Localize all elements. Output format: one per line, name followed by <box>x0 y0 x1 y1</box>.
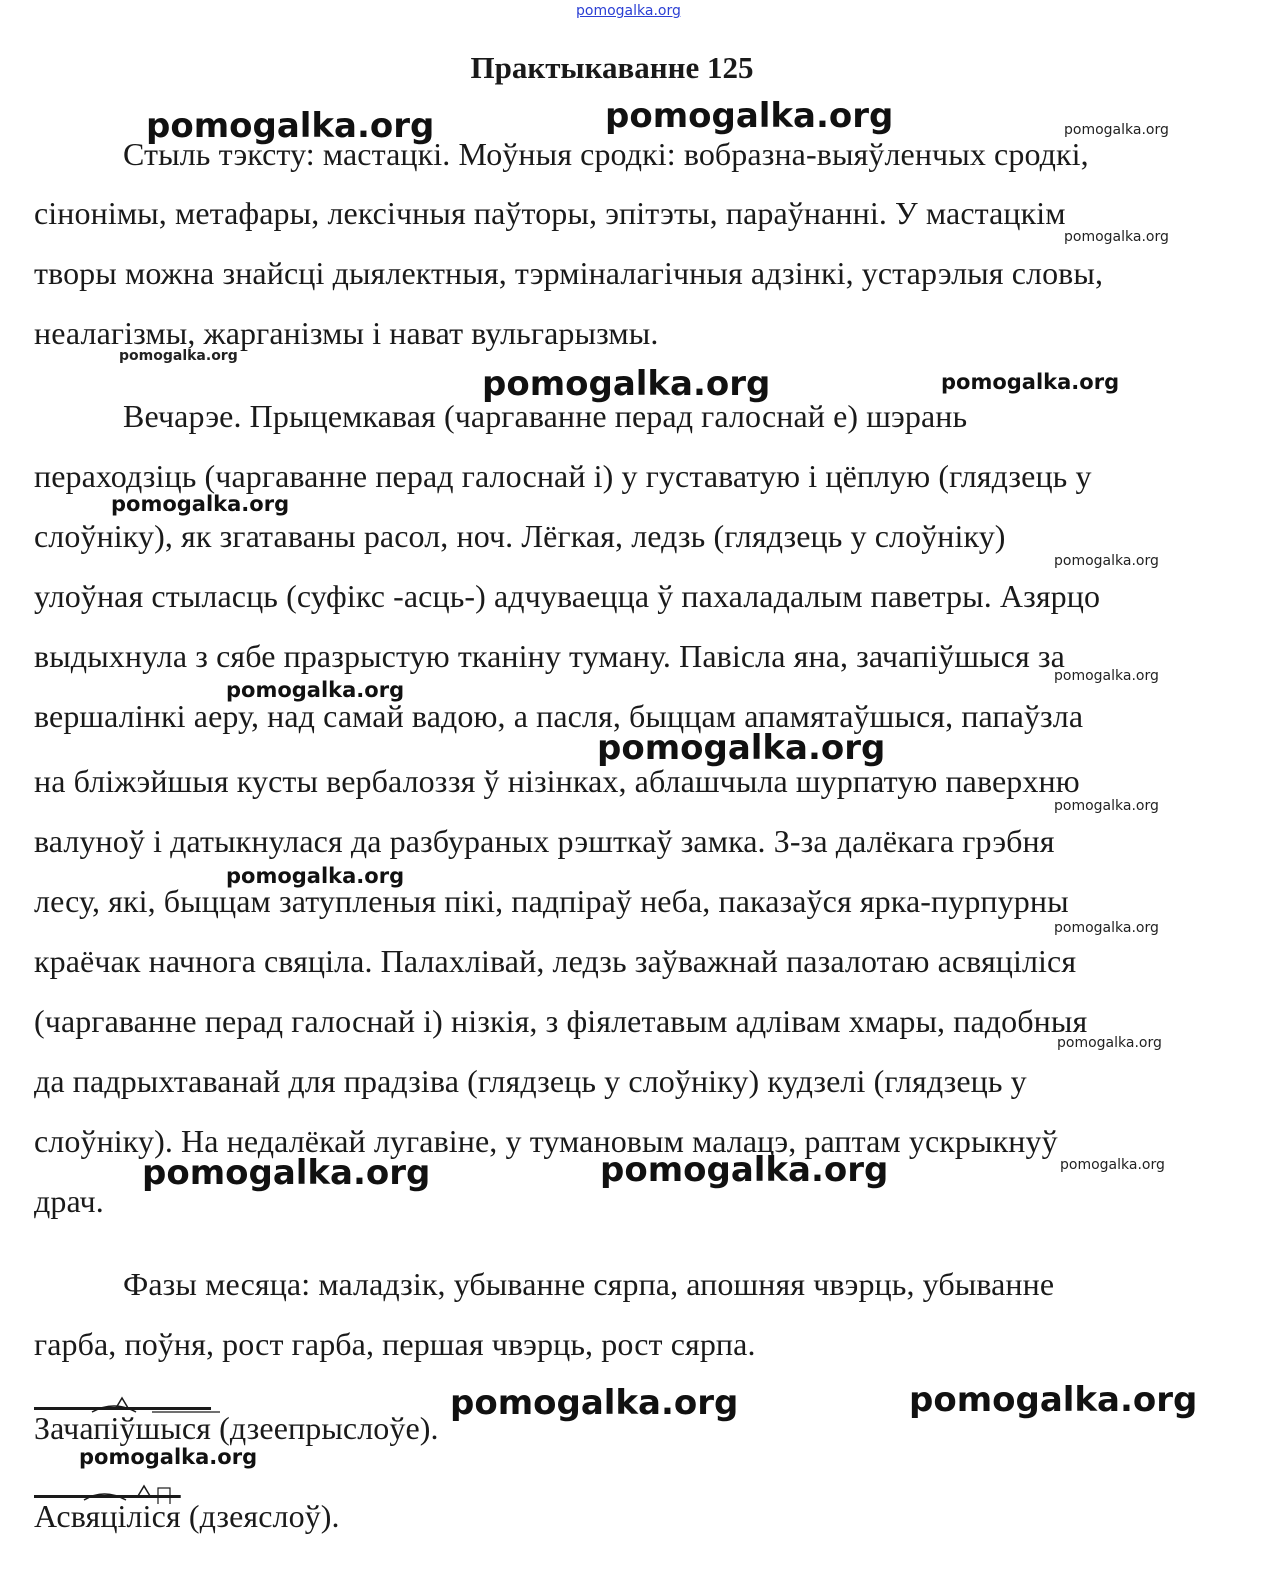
watermark: pomogalka.org <box>600 1150 889 1190</box>
watermark: pomogalka.org <box>597 728 886 768</box>
paragraph2-line: краёчак начнога свяціла. Палахлівай, ледзь заўважнай пазалотаю асвяціліся <box>34 943 1077 979</box>
watermark: pomogalka.org <box>226 678 405 702</box>
watermark: pomogalka.org <box>605 96 894 136</box>
paragraph2-line: на бліжэйшыя кусты вербалоззя ў нізінках, аблашчыла шурпатую паверхню <box>34 763 1080 799</box>
paragraph2-line: драч. <box>34 1183 104 1219</box>
analysis-note-1: (дзеепрыслоўе). <box>219 1410 439 1446</box>
watermark: pomogalka.org <box>1057 1035 1162 1051</box>
watermark: pomogalka.org <box>1054 553 1159 569</box>
watermark: pomogalka.org <box>1054 920 1159 936</box>
paragraph2-line: пераходзіць (чаргаванне перад галоснай і) у густаватую і цёплую (глядзець у <box>34 458 1092 494</box>
paragraph2-line: да падрыхтаванай для прадзіва (глядзець у слоўніку) кудзелі (глядзець у <box>34 1063 1027 1099</box>
watermark: pomogalka.org <box>482 364 771 404</box>
watermark: pomogalka.org <box>1064 122 1169 138</box>
paragraph3-line: Фазы месяца: маладзік, убыванне сярпа, апошняя чвэрць, убыванне <box>123 1266 1055 1302</box>
paragraph2-line: валуноў і датыкнулася да разбураных рэшткаў замка. З-за далёкага грэбня <box>34 823 1055 859</box>
paragraph2-line: слоўніку). На недалёкай лугавіне, у тумановым малацэ, раптам ускрыкнуў <box>34 1123 1058 1159</box>
paragraph2-line: вершалінкі аеру, над самай вадою, а пасля, быццам апамятаўшыся, папаўзла <box>34 698 1084 734</box>
paragraph2-line: слоўніку), як згатаваны расол, ноч. Лёгкая, ледзь (глядзець у слоўніку) <box>34 518 1006 554</box>
watermark: pomogalka.org <box>941 370 1120 394</box>
analysis-word-2: Асвяціліся <box>34 1498 181 1534</box>
morpheme-marks-2 <box>34 1484 234 1504</box>
watermark: pomogalka.org <box>1064 229 1169 245</box>
watermark: pomogalka.org <box>1060 1157 1165 1173</box>
morpheme-marks-1 <box>34 1396 234 1416</box>
watermark: pomogalka.org <box>119 348 238 364</box>
analysis-note-2: (дзеяслоў). <box>188 1498 340 1534</box>
watermark: pomogalka.org <box>146 106 435 146</box>
top-watermark-link[interactable]: pomogalka.org <box>576 3 681 19</box>
paragraph2-line: Вечарэе. Прыцемкавая (чаргаванне перад галоснай е) шэрань <box>123 398 968 434</box>
paragraph3-line: гарба, поўня, рост гарба, першая чвэрць, рост сярпа. <box>34 1326 756 1362</box>
paragraph1-line: Стыль тэксту: мастацкі. Моўныя сродкі: вобразна-выяўленчых сродкі, <box>123 136 1089 172</box>
watermark: pomogalka.org <box>111 492 290 516</box>
watermark: pomogalka.org <box>1054 798 1159 814</box>
watermark: pomogalka.org <box>1054 668 1159 684</box>
analysis-word-1: Зачапіўшыся <box>34 1410 212 1446</box>
watermark: pomogalka.org <box>226 864 405 888</box>
paragraph2-line: улоўная стыласць (суфікс -асць-) адчуваецца ў пахаладалым паветры. Азярцо <box>34 578 1101 614</box>
paragraph1-line: творы можна знайсці дыялектныя, тэрміналагічныя адзінкі, устарэлыя словы, <box>34 255 1104 291</box>
paragraph2-line: выдыхнула з сябе празрыстую тканіну туману. Павісла яна, зачапіўшыся за <box>34 638 1065 674</box>
paragraph2-line: лесу, які, быццам затупленыя пікі, падпіраў неба, паказаўся ярка-пурпурны <box>34 883 1069 919</box>
paragraph1-line: неалагізмы, жарганізмы і нават вульгарызмы. <box>34 315 659 351</box>
watermark: pomogalka.org <box>450 1383 739 1423</box>
watermark: pomogalka.org <box>909 1380 1198 1420</box>
page-title: Практыкаванне 125 <box>470 50 754 85</box>
paragraph1-line: сінонімы, метафары, лексічныя паўторы, эпітэты, параўнанні. У мастацкім <box>34 195 1066 231</box>
watermark: pomogalka.org <box>79 1445 258 1469</box>
watermark: pomogalka.org <box>142 1153 431 1193</box>
paragraph2-line: (чаргаванне перад галоснай і) нізкія, з фіялетавым адлівам хмары, падобныя <box>34 1003 1088 1039</box>
